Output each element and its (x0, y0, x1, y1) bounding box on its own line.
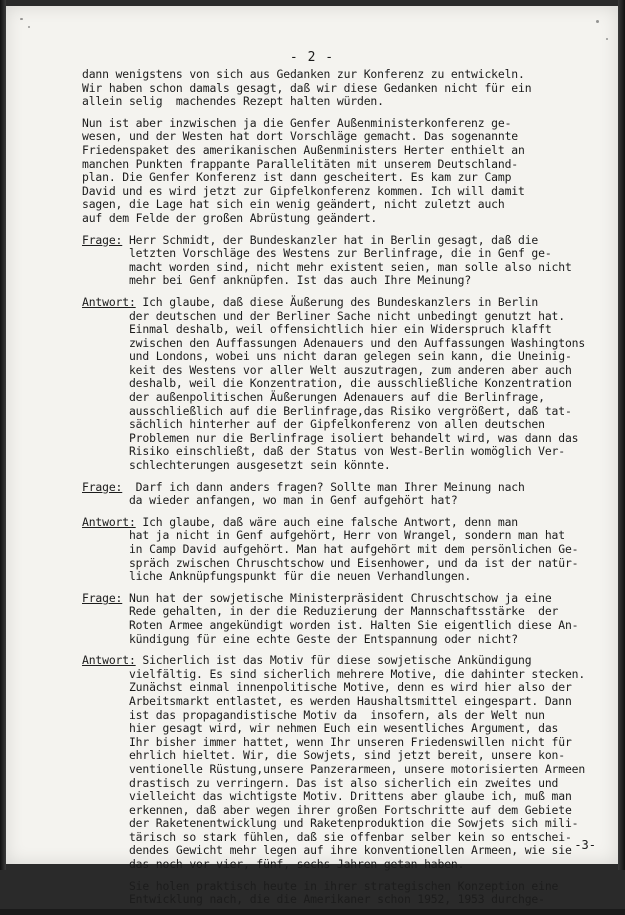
text-line: das noch vor vier, fünf, sechs Jahren getan haben. (82, 857, 465, 872)
text-line: Wir haben schon damals gesagt, daß wir diese Gedanken nicht für ein (82, 80, 532, 95)
text-line: Sie holen praktisch heute in ihrer strategischen Konzeption eine (82, 878, 559, 893)
text-line: plan. Die Genfer Konferenz ist dann gescheitert. Es kam zur Camp (82, 170, 512, 185)
text-line: ehrlich hieltet. Wir, die Sowjets, sind jetzt bereit, unsere kon- (82, 748, 565, 763)
text-line: auf dem Felde der großen Abrüstung geändert. (82, 210, 378, 225)
text-line: erkennen, daß aber wegen ihrer großen Fortschritte auf dem Gebiete (82, 802, 572, 817)
text-line: in Camp David aufgehört. Man hat aufgehört mit dem persönlichen Ge- (82, 542, 579, 556)
text-line: Entwicklung nach, die die Amerikaner schon 1952, 1953 durchge- (82, 892, 545, 907)
text-line: Arbeitsmarkt entlastet, es werden Haushaltsmittel eingespart. Dann (82, 693, 572, 708)
text-line: da wieder anfangen, wo man in Genf aufgehört hat? (82, 493, 458, 508)
text-line: Antwort: Sicherlich ist das Motiv für diese sowjetische Ankündigung (82, 653, 532, 668)
text-line: sagen, die Lage hat sich ein wenig geändert, nicht zuletzt auch (82, 197, 505, 212)
text-line: Zunächst einmal innenpolitische Motive, denn es wird hier also der (82, 680, 572, 695)
text-line: drastisch zu verringern. Das ist also sicherlich ein zweites und (82, 775, 559, 790)
question-paragraph (82, 592, 602, 646)
text-line: liche Anknüpfungspunkt für die neuen Verhandlungen. (82, 569, 472, 584)
text-line: Problemen nur die Berlinfrage isoliert behandelt wird, was dann das (82, 430, 579, 445)
scan-speck (20, 18, 23, 20)
answer-paragraph (82, 516, 602, 584)
text-line: Friedenspaket des amerikanischen Außenministers Herter enthielt an (82, 142, 525, 157)
text-line: manchen Punkten frappante Parallelitäten mit unserem Deutschland- (82, 156, 519, 171)
document-body (82, 68, 602, 915)
text-line: der außenpolitischen Äußerungen Adenauers auf die Berlinfrage, (82, 390, 545, 405)
text-line: macht worden sind, nicht mehr existent seien, man solle also nicht (82, 259, 572, 274)
next-page-marker: -3- (574, 838, 596, 852)
answer-paragraph (82, 654, 602, 872)
speaker-label: Frage: (82, 232, 123, 247)
text-line: der Raketenentwicklung und Raketenproduktion die Sowjets sich mili- (82, 816, 579, 831)
text-line: vielfältig. Es sind sicherlich mehrere Motive, die dahinter stecken. (82, 666, 586, 681)
text-line: David und es wird jetzt zur Gipfelkonferenz kommen. Ich will damit (82, 183, 525, 198)
text-line: kündigung für eine echte Geste der Entspannung oder nicht? (82, 631, 519, 646)
text-line: spräch zwischen Chruschtschow und Eisenhower, und da ist der natür- (82, 555, 579, 570)
text-line: tärisch so stark fühlen, daß sie offenbar selber kein so entschei- (82, 829, 572, 844)
text-line: der deutschen und der Berliner Sache nicht unbedingt genutzt hat. (82, 308, 565, 323)
text-line: Antwort: Ich glaube, daß diese Äußerung des Bundeskanzlers in Berlin (82, 294, 539, 309)
text-line: Nun ist aber inzwischen ja die Genfer Außenministerkonferenz ge- (82, 115, 512, 130)
scan-edge-right (618, 0, 625, 870)
text-line: schlechterungen ausgesetzt sein könnte. (82, 458, 391, 473)
text-line: ventionelle Rüstung,unsere Panzerarmeen, unsere motorisierten Armeen (82, 761, 586, 776)
text-line: vielleicht das wichtigste Motiv. Drittens aber glaube ich, muß man (82, 789, 572, 804)
text-line: ausschließlich auf die Berlinfrage,das Risiko vergrößert, daß tat- (82, 403, 572, 418)
text-paragraph (82, 68, 602, 109)
text-line: ist das propagandistische Motiv da insofern, als der Welt nun (82, 707, 545, 722)
text-line: dann wenigstens von sich aus Gedanken zur Konferenz zu entwickeln. (82, 67, 525, 81)
text-line: Frage: Darf ich dann anders fragen? Sollte man Ihrer Meinung nach (82, 479, 525, 494)
text-line: hier gesagt wird, wir nehmen Euch ein wesentliches Argument, das (82, 721, 559, 736)
text-line: allein selig machendes Rezept halten würden. (82, 94, 384, 109)
text-line: keit des Westens vor aller Welt auszutragen, zum anderen aber auch (82, 362, 572, 377)
text-line: letzten Vorschläge des Westens zur Berlinfrage, die in Genf ge- (82, 246, 552, 261)
text-line: Ihr bisher immer hattet, wenn Ihr unseren Friedenswillen nicht für (82, 734, 572, 749)
speaker-label: Antwort: (82, 294, 136, 309)
text-line: Antwort: Ich glaube, daß wäre auch eine falsche Antwort, denn man (82, 514, 519, 529)
text-line: deshalb, weil die Konzentration, die ausschließliche Konzentration (82, 376, 572, 391)
scan-speck (596, 20, 599, 23)
text-line: Rede gehalten, in der die Reduzierung der Mannschaftsstärke der (82, 604, 559, 619)
page-number: - 2 - (289, 50, 335, 65)
scan-speck (606, 38, 608, 40)
text-line: wesen, und der Westen hat dort Vorschläge gemacht. Das sogenannte (82, 129, 519, 144)
text-paragraph (82, 117, 602, 226)
scan-speck (28, 26, 30, 28)
answer-paragraph (82, 296, 602, 473)
text-line: dendes Gewicht mehr legen auf ihre konventionellen Armeen, wie sie (82, 843, 572, 858)
speaker-label: Frage: (82, 590, 123, 605)
text-line: sächlich hinterher auf der Gipfelkonferenz von allen deutschen (82, 417, 545, 432)
question-paragraph (82, 481, 602, 508)
speaker-label: Frage: (82, 479, 123, 494)
text-line: hat ja nicht in Genf aufgehört, Herr von Wrangel, sondern man hat (82, 528, 565, 543)
text-line: Roten Armee angekündigt worden ist. Halten Sie eigentlich diese An- (82, 617, 579, 632)
document-page (6, 6, 618, 907)
speaker-label: Antwort: (82, 653, 136, 668)
text-line: Einmal deshalb, weil offensichtlich hier ein Widerspruch klafft (82, 322, 552, 337)
text-line: Frage: Herr Schmidt, der Bundeskanzler hat in Berlin gesagt, daß die (82, 232, 539, 247)
text-paragraph (82, 880, 602, 907)
text-line: Risiko einschließt, daß der Status von West-Berlin womöglich Ver- (82, 444, 565, 459)
text-line: mehr bei Genf anknüpfen. Ist das auch Ihre Meinung? (82, 273, 472, 288)
text-line: zwischen den Auffassungen Adenauers und den Auffassungen Washingtons (82, 335, 586, 350)
speaker-label: Antwort: (82, 514, 136, 529)
text-line: und Londons, wobei uns nicht daran gelegen sein kann, die Uneinig- (82, 349, 572, 364)
question-paragraph (82, 234, 602, 288)
text-line: Frage: Nun hat der sowjetische Ministerpräsident Chruschtschow ja eine (82, 590, 552, 605)
